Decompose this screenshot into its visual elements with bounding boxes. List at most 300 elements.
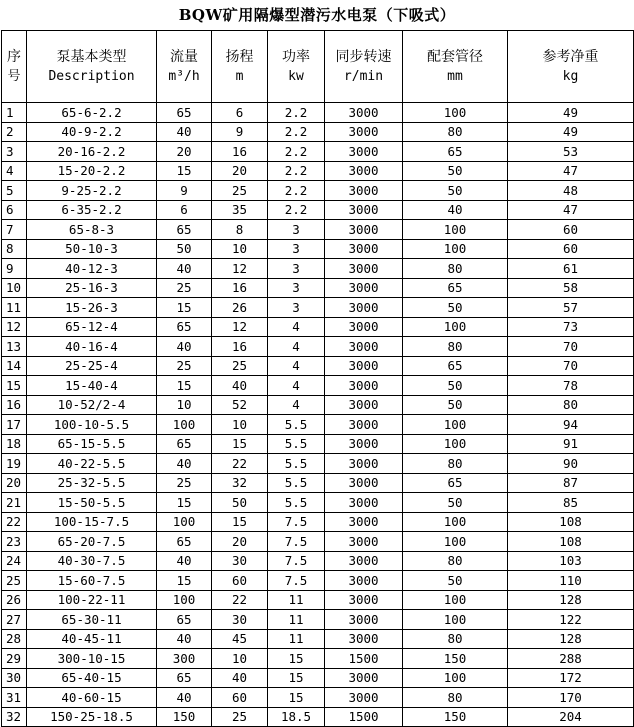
- cell-speed: 3000: [325, 317, 403, 337]
- cell-seq: 22: [2, 512, 27, 532]
- cell-head: 16: [212, 142, 268, 162]
- cell-flow: 9: [157, 181, 212, 201]
- cell-power: 11: [268, 610, 325, 630]
- cell-head: 9: [212, 122, 268, 142]
- cell-speed: 3000: [325, 688, 403, 708]
- cell-flow: 50: [157, 239, 212, 259]
- table-row: [2, 707, 634, 727]
- cell-speed: 3000: [325, 493, 403, 513]
- cell-power: 5.5: [268, 415, 325, 435]
- cell-description: 25-16-3: [27, 278, 157, 298]
- cell-pipe-diameter: 150: [403, 649, 508, 669]
- cell-seq: 5: [2, 181, 27, 201]
- header-row: [2, 31, 634, 103]
- cell-pipe-diameter: 100: [403, 590, 508, 610]
- cell-pipe-diameter: 40: [403, 200, 508, 220]
- cell-head: 22: [212, 454, 268, 474]
- header-sublabel: kw: [288, 68, 304, 84]
- cell-power: 7.5: [268, 532, 325, 552]
- cell-pipe-diameter: 150: [403, 707, 508, 727]
- cell-weight: 78: [508, 376, 634, 396]
- cell-head: 10: [212, 649, 268, 669]
- header-flow: [157, 31, 212, 103]
- table-title: BQW矿用隔爆型潜污水电泵（下吸式）: [178, 6, 456, 24]
- cell-weight: 108: [508, 512, 634, 532]
- cell-power: 7.5: [268, 571, 325, 591]
- cell-description: 15-20-2.2: [27, 161, 157, 181]
- cell-pipe-diameter: 50: [403, 395, 508, 415]
- cell-pipe-diameter: 80: [403, 454, 508, 474]
- cell-description: 25-32-5.5: [27, 473, 157, 493]
- cell-weight: 128: [508, 590, 634, 610]
- cell-weight: 288: [508, 649, 634, 669]
- cell-seq: 25: [2, 571, 27, 591]
- cell-speed: 3000: [325, 181, 403, 201]
- table-row: [2, 434, 634, 454]
- cell-pipe-diameter: 100: [403, 415, 508, 435]
- cell-flow: 20: [157, 142, 212, 162]
- cell-power: 5.5: [268, 454, 325, 474]
- table-row: [2, 571, 634, 591]
- cell-speed: 3000: [325, 122, 403, 142]
- cell-pipe-diameter: 50: [403, 298, 508, 318]
- table-row: [2, 688, 634, 708]
- cell-speed: 1500: [325, 707, 403, 727]
- cell-speed: 3000: [325, 356, 403, 376]
- cell-head: 22: [212, 590, 268, 610]
- table-row: [2, 259, 634, 279]
- cell-speed: 3000: [325, 142, 403, 162]
- cell-head: 16: [212, 278, 268, 298]
- header-label: 流量: [170, 48, 198, 65]
- table-row: [2, 454, 634, 474]
- cell-description: 15-40-4: [27, 376, 157, 396]
- cell-pipe-diameter: 100: [403, 512, 508, 532]
- cell-power: 3: [268, 220, 325, 240]
- cell-power: 2.2: [268, 103, 325, 123]
- cell-seq: 11: [2, 298, 27, 318]
- cell-power: 15: [268, 649, 325, 669]
- cell-pipe-diameter: 100: [403, 532, 508, 552]
- cell-pipe-diameter: 100: [403, 239, 508, 259]
- cell-seq: 16: [2, 395, 27, 415]
- cell-pipe-diameter: 50: [403, 376, 508, 396]
- cell-description: 150-25-18.5: [27, 707, 157, 727]
- cell-flow: 65: [157, 103, 212, 123]
- cell-seq: 10: [2, 278, 27, 298]
- cell-power: 18.5: [268, 707, 325, 727]
- cell-pipe-diameter: 65: [403, 473, 508, 493]
- header-seq: [2, 31, 27, 103]
- cell-head: 10: [212, 415, 268, 435]
- table-row: [2, 239, 634, 259]
- header-power: [268, 31, 325, 103]
- cell-seq: 31: [2, 688, 27, 708]
- cell-description: 65-12-4: [27, 317, 157, 337]
- cell-description: 65-6-2.2: [27, 103, 157, 123]
- cell-power: 4: [268, 337, 325, 357]
- cell-weight: 122: [508, 610, 634, 630]
- header-sublabel: mm: [447, 68, 463, 84]
- cell-speed: 3000: [325, 668, 403, 688]
- header-sublabel: Description: [48, 68, 135, 84]
- cell-speed: 3000: [325, 415, 403, 435]
- cell-pipe-diameter: 80: [403, 551, 508, 571]
- cell-description: 40-9-2.2: [27, 122, 157, 142]
- cell-power: 2.2: [268, 161, 325, 181]
- cell-flow: 100: [157, 512, 212, 532]
- cell-head: 25: [212, 356, 268, 376]
- cell-seq: 9: [2, 259, 27, 279]
- cell-pipe-diameter: 50: [403, 161, 508, 181]
- cell-description: 100-10-5.5: [27, 415, 157, 435]
- cell-seq: 15: [2, 376, 27, 396]
- cell-flow: 40: [157, 629, 212, 649]
- cell-weight: 103: [508, 551, 634, 571]
- cell-seq: 32: [2, 707, 27, 727]
- cell-power: 4: [268, 317, 325, 337]
- cell-head: 8: [212, 220, 268, 240]
- cell-power: 5.5: [268, 493, 325, 513]
- header-label: 泵基本类型: [56, 48, 127, 65]
- header-speed: [325, 31, 403, 103]
- cell-description: 100-22-11: [27, 590, 157, 610]
- cell-seq: 8: [2, 239, 27, 259]
- header-sublabel: m: [235, 68, 244, 84]
- cell-description: 40-16-4: [27, 337, 157, 357]
- cell-flow: 65: [157, 668, 212, 688]
- cell-head: 16: [212, 337, 268, 357]
- cell-flow: 40: [157, 551, 212, 571]
- cell-head: 40: [212, 376, 268, 396]
- cell-weight: 73: [508, 317, 634, 337]
- cell-description: 40-45-11: [27, 629, 157, 649]
- cell-seq: 12: [2, 317, 27, 337]
- cell-speed: 3000: [325, 376, 403, 396]
- cell-speed: 3000: [325, 610, 403, 630]
- cell-seq: 14: [2, 356, 27, 376]
- table-row: [2, 473, 634, 493]
- cell-head: 20: [212, 161, 268, 181]
- cell-weight: 60: [508, 239, 634, 259]
- cell-weight: 80: [508, 395, 634, 415]
- cell-head: 32: [212, 473, 268, 493]
- cell-seq: 23: [2, 532, 27, 552]
- cell-flow: 15: [157, 161, 212, 181]
- header-label: 功率: [282, 48, 310, 65]
- cell-description: 40-30-7.5: [27, 551, 157, 571]
- cell-weight: 128: [508, 629, 634, 649]
- cell-power: 2.2: [268, 200, 325, 220]
- cell-description: 15-50-5.5: [27, 493, 157, 513]
- cell-power: 4: [268, 395, 325, 415]
- cell-pipe-diameter: 65: [403, 278, 508, 298]
- table-row: [2, 317, 634, 337]
- cell-speed: 3000: [325, 629, 403, 649]
- header-sublabel: m³/h: [168, 68, 200, 84]
- cell-weight: 90: [508, 454, 634, 474]
- cell-power: 11: [268, 590, 325, 610]
- cell-power: 2.2: [268, 181, 325, 201]
- cell-head: 45: [212, 629, 268, 649]
- table-row: [2, 415, 634, 435]
- cell-seq: 26: [2, 590, 27, 610]
- cell-weight: 49: [508, 103, 634, 123]
- cell-head: 20: [212, 532, 268, 552]
- cell-seq: 3: [2, 142, 27, 162]
- cell-seq: 4: [2, 161, 27, 181]
- cell-seq: 30: [2, 668, 27, 688]
- cell-weight: 91: [508, 434, 634, 454]
- header-weight: [508, 31, 634, 103]
- cell-head: 30: [212, 610, 268, 630]
- table-row: [2, 590, 634, 610]
- table-row: [2, 278, 634, 298]
- cell-speed: 3000: [325, 278, 403, 298]
- cell-seq: 20: [2, 473, 27, 493]
- cell-pipe-diameter: 100: [403, 434, 508, 454]
- cell-speed: 3000: [325, 337, 403, 357]
- cell-weight: 53: [508, 142, 634, 162]
- cell-head: 12: [212, 317, 268, 337]
- cell-weight: 49: [508, 122, 634, 142]
- cell-flow: 65: [157, 317, 212, 337]
- cell-seq: 29: [2, 649, 27, 669]
- cell-weight: 57: [508, 298, 634, 318]
- table-row: [2, 356, 634, 376]
- cell-head: 40: [212, 668, 268, 688]
- cell-head: 60: [212, 688, 268, 708]
- cell-flow: 100: [157, 590, 212, 610]
- cell-pipe-diameter: 50: [403, 493, 508, 513]
- cell-pipe-diameter: 80: [403, 337, 508, 357]
- cell-flow: 15: [157, 493, 212, 513]
- table-row: [2, 376, 634, 396]
- cell-weight: 61: [508, 259, 634, 279]
- cell-head: 6: [212, 103, 268, 123]
- cell-flow: 15: [157, 376, 212, 396]
- table-row: [2, 512, 634, 532]
- cell-speed: 3000: [325, 395, 403, 415]
- header-pipe-diameter: [403, 31, 508, 103]
- cell-head: 26: [212, 298, 268, 318]
- cell-description: 40-60-15: [27, 688, 157, 708]
- cell-weight: 170: [508, 688, 634, 708]
- cell-description: 6-35-2.2: [27, 200, 157, 220]
- cell-description: 40-12-3: [27, 259, 157, 279]
- cell-power: 5.5: [268, 473, 325, 493]
- cell-speed: 3000: [325, 161, 403, 181]
- cell-weight: 70: [508, 356, 634, 376]
- cell-seq: 2: [2, 122, 27, 142]
- cell-seq: 7: [2, 220, 27, 240]
- header-sublabel: r/min: [343, 68, 384, 84]
- cell-flow: 300: [157, 649, 212, 669]
- cell-seq: 17: [2, 415, 27, 435]
- cell-description: 50-10-3: [27, 239, 157, 259]
- cell-head: 52: [212, 395, 268, 415]
- pump-spec-table: [1, 30, 634, 727]
- cell-pipe-diameter: 80: [403, 122, 508, 142]
- cell-flow: 40: [157, 454, 212, 474]
- cell-power: 7.5: [268, 551, 325, 571]
- cell-flow: 25: [157, 473, 212, 493]
- cell-head: 10: [212, 239, 268, 259]
- cell-seq: 19: [2, 454, 27, 474]
- cell-flow: 10: [157, 395, 212, 415]
- cell-power: 3: [268, 259, 325, 279]
- cell-pipe-diameter: 50: [403, 181, 508, 201]
- cell-pipe-diameter: 80: [403, 688, 508, 708]
- cell-speed: 3000: [325, 571, 403, 591]
- cell-weight: 110: [508, 571, 634, 591]
- cell-description: 20-16-2.2: [27, 142, 157, 162]
- table-row: [2, 532, 634, 552]
- cell-pipe-diameter: 100: [403, 610, 508, 630]
- cell-pipe-diameter: 100: [403, 317, 508, 337]
- cell-flow: 6: [157, 200, 212, 220]
- cell-speed: 3000: [325, 239, 403, 259]
- cell-weight: 172: [508, 668, 634, 688]
- header-label: 同步转速: [335, 48, 392, 65]
- table-body: [2, 103, 634, 727]
- header-sublabel: kg: [562, 68, 579, 84]
- table-row: [2, 103, 634, 123]
- cell-description: 65-40-15: [27, 668, 157, 688]
- cell-pipe-diameter: 100: [403, 668, 508, 688]
- cell-description: 300-10-15: [27, 649, 157, 669]
- cell-description: 65-8-3: [27, 220, 157, 240]
- cell-flow: 65: [157, 220, 212, 240]
- cell-power: 3: [268, 239, 325, 259]
- cell-weight: 85: [508, 493, 634, 513]
- table-row: [2, 122, 634, 142]
- cell-seq: 28: [2, 629, 27, 649]
- cell-flow: 25: [157, 356, 212, 376]
- cell-weight: 48: [508, 181, 634, 201]
- cell-seq: 6: [2, 200, 27, 220]
- cell-power: 15: [268, 668, 325, 688]
- cell-flow: 15: [157, 571, 212, 591]
- cell-speed: 3000: [325, 220, 403, 240]
- header-label: 参考净重: [542, 48, 599, 65]
- header-description: [27, 31, 157, 103]
- cell-power: 2.2: [268, 122, 325, 142]
- cell-seq: 27: [2, 610, 27, 630]
- cell-description: 65-15-5.5: [27, 434, 157, 454]
- cell-power: 15: [268, 688, 325, 708]
- cell-flow: 15: [157, 298, 212, 318]
- cell-head: 15: [212, 434, 268, 454]
- cell-seq: 13: [2, 337, 27, 357]
- cell-head: 15: [212, 512, 268, 532]
- cell-head: 30: [212, 551, 268, 571]
- cell-flow: 65: [157, 434, 212, 454]
- cell-head: 25: [212, 181, 268, 201]
- table-row: [2, 629, 634, 649]
- cell-pipe-diameter: 80: [403, 259, 508, 279]
- cell-description: 65-30-11: [27, 610, 157, 630]
- cell-seq: 24: [2, 551, 27, 571]
- table-row: [2, 298, 634, 318]
- cell-speed: 3000: [325, 590, 403, 610]
- cell-power: 4: [268, 356, 325, 376]
- cell-pipe-diameter: 100: [403, 103, 508, 123]
- cell-head: 12: [212, 259, 268, 279]
- cell-head: 60: [212, 571, 268, 591]
- cell-pipe-diameter: 50: [403, 571, 508, 591]
- table-row: [2, 493, 634, 513]
- cell-description: 10-52/2-4: [27, 395, 157, 415]
- cell-speed: 3000: [325, 103, 403, 123]
- cell-speed: 3000: [325, 532, 403, 552]
- cell-weight: 87: [508, 473, 634, 493]
- table-row: [2, 551, 634, 571]
- cell-power: 7.5: [268, 512, 325, 532]
- cell-speed: 1500: [325, 649, 403, 669]
- cell-head: 35: [212, 200, 268, 220]
- table-row: [2, 395, 634, 415]
- cell-speed: 3000: [325, 259, 403, 279]
- cell-pipe-diameter: 80: [403, 629, 508, 649]
- table-row: [2, 220, 634, 240]
- cell-seq: 1: [2, 103, 27, 123]
- cell-speed: 3000: [325, 473, 403, 493]
- cell-weight: 94: [508, 415, 634, 435]
- cell-weight: 47: [508, 200, 634, 220]
- cell-description: 40-22-5.5: [27, 454, 157, 474]
- table-row: [2, 161, 634, 181]
- cell-seq: 21: [2, 493, 27, 513]
- table-row: [2, 142, 634, 162]
- cell-pipe-diameter: 100: [403, 220, 508, 240]
- cell-power: 3: [268, 278, 325, 298]
- header-head: [212, 31, 268, 103]
- cell-weight: 60: [508, 220, 634, 240]
- cell-weight: 70: [508, 337, 634, 357]
- cell-power: 3: [268, 298, 325, 318]
- header-label: 序: [7, 48, 21, 65]
- cell-flow: 40: [157, 259, 212, 279]
- cell-power: 5.5: [268, 434, 325, 454]
- cell-flow: 40: [157, 337, 212, 357]
- cell-weight: 58: [508, 278, 634, 298]
- cell-flow: 40: [157, 688, 212, 708]
- cell-description: 25-25-4: [27, 356, 157, 376]
- cell-description: 9-25-2.2: [27, 181, 157, 201]
- cell-flow: 100: [157, 415, 212, 435]
- cell-head: 25: [212, 707, 268, 727]
- cell-speed: 3000: [325, 551, 403, 571]
- cell-description: 15-26-3: [27, 298, 157, 318]
- table-row: [2, 181, 634, 201]
- cell-speed: 3000: [325, 454, 403, 474]
- table-row: [2, 610, 634, 630]
- cell-weight: 204: [508, 707, 634, 727]
- cell-speed: 3000: [325, 298, 403, 318]
- cell-speed: 3000: [325, 200, 403, 220]
- table-row: [2, 337, 634, 357]
- cell-head: 50: [212, 493, 268, 513]
- cell-description: 15-60-7.5: [27, 571, 157, 591]
- cell-flow: 65: [157, 532, 212, 552]
- header-label: 扬程: [225, 48, 254, 65]
- cell-description: 65-20-7.5: [27, 532, 157, 552]
- cell-pipe-diameter: 65: [403, 356, 508, 376]
- header-label: 配套管径: [427, 48, 483, 65]
- cell-power: 4: [268, 376, 325, 396]
- cell-description: 100-15-7.5: [27, 512, 157, 532]
